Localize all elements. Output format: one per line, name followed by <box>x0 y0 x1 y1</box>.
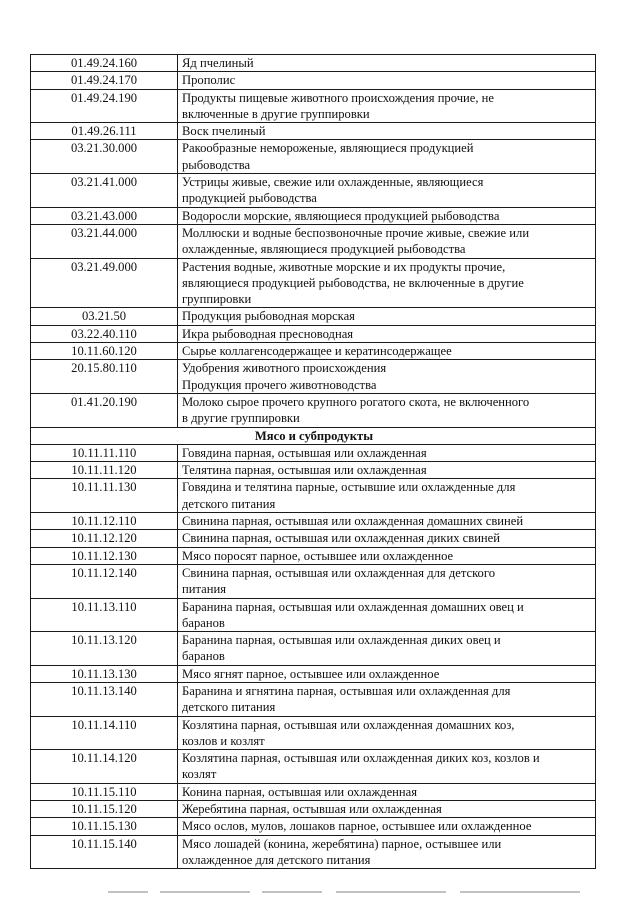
product-code: 01.49.24.160 <box>31 55 178 72</box>
product-code: 10.11.11.110 <box>31 444 178 461</box>
table-row <box>31 682 596 716</box>
description-line: Сырье коллагенсодержащее и кератинсодержащее <box>182 344 452 359</box>
product-code: 01.49.26.111 <box>31 123 178 140</box>
table-row <box>31 343 596 360</box>
product-code: 10.11.11.130 <box>31 479 178 513</box>
product-code: 10.11.12.110 <box>31 513 178 530</box>
product-description <box>178 783 596 800</box>
product-description <box>178 140 596 174</box>
table-row <box>31 783 596 800</box>
description-line: Козлятина парная, остывшая или охлажденная домашних коз, <box>182 717 515 732</box>
product-code: 10.11.15.110 <box>31 783 178 800</box>
product-code: 10.11.15.120 <box>31 801 178 818</box>
product-description <box>178 598 596 632</box>
table-row <box>31 140 596 174</box>
product-description <box>178 325 596 342</box>
product-description <box>178 258 596 308</box>
product-description <box>178 308 596 325</box>
product-description <box>178 547 596 564</box>
description-line: в другие группировки <box>182 411 300 426</box>
product-description <box>178 89 596 123</box>
description-line: Растения водные, животные морские и их продукты прочие, <box>182 259 506 274</box>
table-row <box>31 325 596 342</box>
description-line: Водоросли морские, являющиеся продукцией рыбоводства <box>182 208 500 223</box>
description-line: Мясо ягнят парное, остывшее или охлажденное <box>182 666 440 681</box>
table-row <box>31 530 596 547</box>
table-row <box>31 89 596 123</box>
description-line: Конина парная, остывшая или охлажденная <box>182 784 418 799</box>
product-description <box>178 513 596 530</box>
product-description <box>178 818 596 835</box>
description-line: Свинина парная, остывшая или охлажденная для детского <box>182 565 496 580</box>
section-header-row <box>31 427 596 444</box>
product-code: 10.11.13.140 <box>31 682 178 716</box>
product-code: 10.11.13.120 <box>31 632 178 666</box>
description-line: продукцией рыбоводства <box>182 191 317 206</box>
product-description <box>178 343 596 360</box>
description-line: Продукция рыбоводная морская <box>182 309 355 324</box>
description-line: Телятина парная, остывшая или охлажденная <box>182 463 427 478</box>
description-line: Свинина парная, остывшая или охлажденная диких свиней <box>182 531 500 546</box>
scan-artifact-line <box>262 891 322 893</box>
product-code: 10.11.12.130 <box>31 547 178 564</box>
description-line: Баранина и ягнятина парная, остывшая или охлажденная для <box>182 683 511 698</box>
description-line: Козлятина парная, остывшая или охлажденная диких коз, козлов и <box>182 751 540 766</box>
table-row <box>31 479 596 513</box>
product-description <box>178 174 596 208</box>
description-line: Воск пчелиный <box>182 124 266 139</box>
product-code: 10.11.14.110 <box>31 716 178 750</box>
product-description <box>178 360 596 394</box>
product-description <box>178 682 596 716</box>
table-row <box>31 547 596 564</box>
table-row <box>31 360 596 394</box>
description-line: включенные в другие группировки <box>182 106 370 121</box>
description-line: Баранина парная, остывшая или охлажденная домашних овец и <box>182 599 524 614</box>
description-line: Жеребятина парная, остывшая или охлажденная <box>182 802 442 817</box>
product-code: 10.11.13.110 <box>31 598 178 632</box>
description-line: Мясо лошадей (конина, жеребятина) парное, остывшее или <box>182 836 502 851</box>
table-row <box>31 818 596 835</box>
product-code: 20.15.80.110 <box>31 360 178 394</box>
table-row <box>31 207 596 224</box>
table-row <box>31 716 596 750</box>
product-description <box>178 530 596 547</box>
description-line: являющиеся продукцией рыбоводства, не включенные в другие <box>182 275 524 290</box>
table-row <box>31 564 596 598</box>
description-line: Устрицы живые, свежие или охлажденные, являющиеся <box>182 175 484 190</box>
product-description <box>178 72 596 89</box>
description-line: Свинина парная, остывшая или охлажденная домашних свиней <box>182 514 524 529</box>
product-code: 03.21.49.000 <box>31 258 178 308</box>
section-title: Мясо и субпродукты <box>31 427 596 444</box>
product-code: 01.49.24.190 <box>31 89 178 123</box>
description-line: детского питания <box>182 496 276 511</box>
product-description <box>178 462 596 479</box>
table-row <box>31 308 596 325</box>
product-code-table <box>30 54 596 869</box>
description-line: Ракообразные немороженые, являющиеся продукцией <box>182 141 474 156</box>
description-line: Удобрения животного происхождения <box>182 361 387 376</box>
table-row <box>31 835 596 869</box>
product-description <box>178 716 596 750</box>
scan-artifact-line <box>336 891 446 893</box>
description-line: Продукты пищевые животного происхождения прочие, не <box>182 90 494 105</box>
table-body <box>31 55 596 869</box>
product-description <box>178 393 596 427</box>
product-code: 10.11.15.140 <box>31 835 178 869</box>
product-description <box>178 750 596 784</box>
table-row <box>31 632 596 666</box>
description-line: козлов и козлят <box>182 733 265 748</box>
description-line: группировки <box>182 292 252 307</box>
description-line: козлят <box>182 767 217 782</box>
table-row <box>31 258 596 308</box>
table-row <box>31 750 596 784</box>
product-code: 03.21.30.000 <box>31 140 178 174</box>
description-line: питания <box>182 582 226 597</box>
scan-artifact-line <box>460 891 580 893</box>
description-line: детского питания <box>182 700 276 715</box>
table-row <box>31 665 596 682</box>
product-code: 10.11.12.120 <box>31 530 178 547</box>
description-line: Баранина парная, остывшая или охлажденная диких овец и <box>182 633 501 648</box>
description-line: Говядина парная, остывшая или охлажденная <box>182 445 427 460</box>
description-line: Прополис <box>182 73 236 88</box>
table-row <box>31 123 596 140</box>
product-code: 03.21.50 <box>31 308 178 325</box>
product-code: 10.11.15.130 <box>31 818 178 835</box>
table-row <box>31 224 596 258</box>
product-code: 03.21.43.000 <box>31 207 178 224</box>
description-line: Яд пчелиный <box>182 56 254 70</box>
product-code: 03.22.40.110 <box>31 325 178 342</box>
description-line: Продукция прочего животноводства <box>182 377 377 392</box>
product-description <box>178 123 596 140</box>
scan-artifact-line <box>108 891 148 893</box>
description-line: Моллюски и водные беспозвоночные прочие живые, свежие или <box>182 225 530 240</box>
description-line: рыбоводства <box>182 157 251 172</box>
product-description <box>178 665 596 682</box>
product-description <box>178 207 596 224</box>
product-description <box>178 835 596 869</box>
description-line: баранов <box>182 649 225 664</box>
product-description <box>178 479 596 513</box>
table-row <box>31 513 596 530</box>
product-code: 01.49.24.170 <box>31 72 178 89</box>
product-code: 10.11.13.130 <box>31 665 178 682</box>
product-description <box>178 55 596 72</box>
description-line: Говядина и телятина парные, остывшие или охлажденные для <box>182 480 516 495</box>
description-line: баранов <box>182 615 225 630</box>
description-line: Мясо поросят парное, остывшее или охлажденное <box>182 548 454 563</box>
table-row <box>31 55 596 72</box>
product-description <box>178 224 596 258</box>
product-code: 10.11.14.120 <box>31 750 178 784</box>
table-row <box>31 444 596 461</box>
product-code: 10.11.11.120 <box>31 462 178 479</box>
product-description <box>178 564 596 598</box>
product-code: 01.41.20.190 <box>31 393 178 427</box>
description-line: Икра рыбоводная пресноводная <box>182 326 354 341</box>
product-description <box>178 632 596 666</box>
table-row <box>31 174 596 208</box>
table-row <box>31 598 596 632</box>
table-row <box>31 462 596 479</box>
product-code: 03.21.44.000 <box>31 224 178 258</box>
product-code: 10.11.60.120 <box>31 343 178 360</box>
description-line: охлажденное для детского питания <box>182 852 371 867</box>
description-line: Молоко сырое прочего крупного рогатого скота, не включенного <box>182 394 530 409</box>
description-line: охлажденные, являющиеся продукцией рыбоводства <box>182 242 466 257</box>
product-code: 03.21.41.000 <box>31 174 178 208</box>
product-code: 10.11.12.140 <box>31 564 178 598</box>
scan-artifact-line <box>160 891 250 893</box>
table-row <box>31 801 596 818</box>
table-row <box>31 393 596 427</box>
table-row <box>31 72 596 89</box>
product-description <box>178 444 596 461</box>
product-description <box>178 801 596 818</box>
description-line: Мясо ослов, мулов, лошаков парное, остывшее или охлажденное <box>182 819 532 834</box>
